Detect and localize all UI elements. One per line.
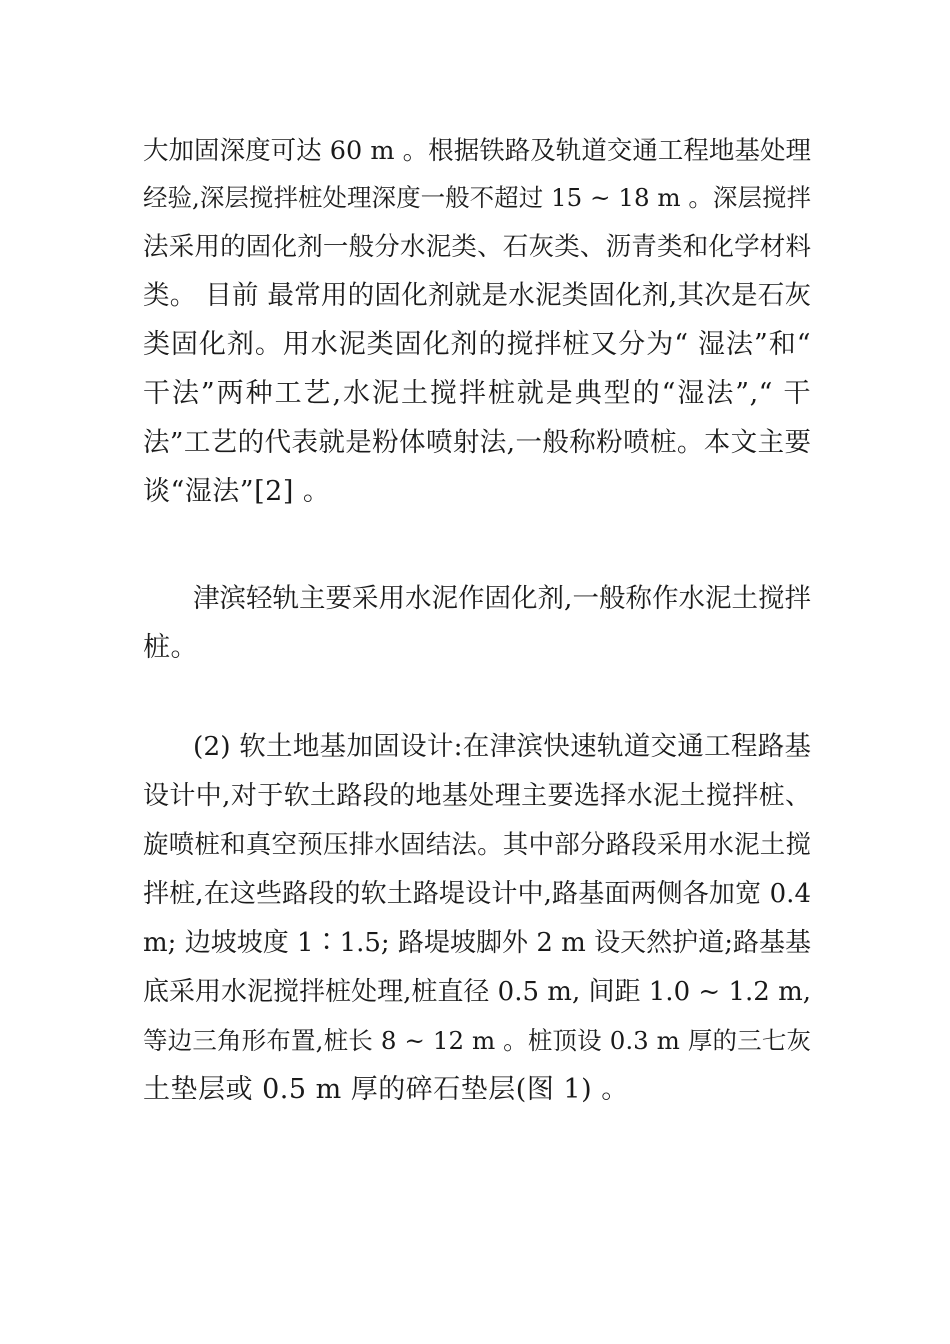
text-line: m; 边坡坡度 1∶1.5; 路堤坡脚外 2 m 设天然护道;路基基	[143, 928, 811, 958]
text-line: 法采用的固化剂一般分水泥类、石灰类、沥青类和化学材料	[143, 232, 811, 262]
text-line: 津滨轻轨主要采用水泥作固化剂,一般称作水泥土搅拌	[193, 583, 811, 614]
text-line: 大加固深度可达 60 m 。根据铁路及轨道交通工程地基处理	[143, 136, 811, 166]
text-line: 桩。	[143, 632, 198, 663]
text-line: 谈“湿法”[2] 。	[143, 476, 331, 507]
text-line: 类。 目前 最常用的固化剂就是水泥类固化剂,其次是石灰	[143, 280, 811, 311]
text-line: 干法”两种工艺,水泥土搅拌桩就是典型的“湿法”,“ 干	[143, 378, 811, 409]
text-line: 旋喷桩和真空预压排水固结法。其中部分路段采用水泥土搅	[143, 830, 811, 860]
text-line: 底采用水泥搅拌桩处理,桩直径 0.5 m, 间距 1.0 ~ 1.2 m,	[143, 977, 811, 1007]
text-line: 经验,深层搅拌桩处理深度一般不超过 15 ~ 18 m 。深层搅拌	[143, 183, 811, 212]
text-line: 土垫层或 0.5 m 厚的碎石垫层(图 1) 。	[143, 1074, 629, 1105]
text-line: 等边三角形布置,桩长 8 ~ 12 m 。桩顶设 0.3 m 厚的三七灰	[143, 1026, 811, 1055]
text-line: 法”工艺的代表就是粉体喷射法,一般称粉喷桩。本文主要	[143, 427, 811, 458]
text-line: (2) 软土地基加固设计:在津滨快速轨道交通工程路基	[193, 731, 811, 762]
text-line: 拌桩,在这些路段的软土路堤设计中,路基面两侧各加宽 0.4	[143, 879, 811, 909]
text-line: 设计中,对于软土路段的地基处理主要选择水泥土搅拌桩、	[143, 781, 811, 811]
text-line: 类固化剂。用水泥类固化剂的搅拌桩又分为“ 湿法”和“	[143, 329, 811, 360]
